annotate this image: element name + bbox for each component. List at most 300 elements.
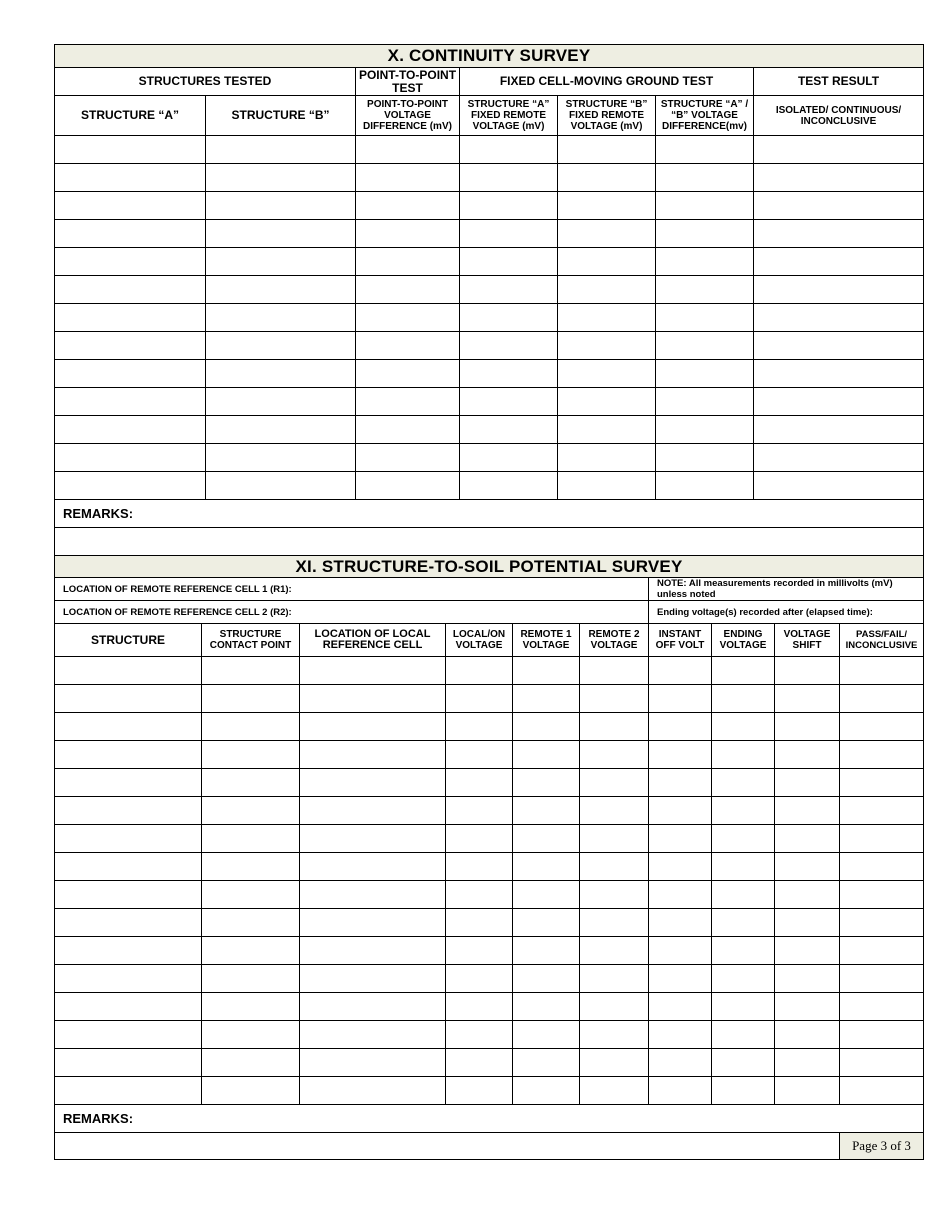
continuity-cell[interactable] xyxy=(460,248,558,276)
potential-cell[interactable] xyxy=(513,881,580,909)
continuity-cell[interactable] xyxy=(558,276,656,304)
potential-cell[interactable] xyxy=(712,937,775,965)
potential-cell[interactable] xyxy=(446,853,513,881)
potential-cell[interactable] xyxy=(649,881,712,909)
continuity-cell[interactable] xyxy=(356,220,460,248)
potential-cell[interactable] xyxy=(775,937,840,965)
potential-cell[interactable] xyxy=(55,853,202,881)
continuity-cell[interactable] xyxy=(656,164,754,192)
remote-ref-cell-1-label: LOCATION OF REMOTE REFERENCE CELL 1 (R1): xyxy=(55,578,649,601)
continuity-cell[interactable] xyxy=(754,444,924,472)
potential-cell[interactable] xyxy=(513,741,580,769)
potential-cell[interactable] xyxy=(712,1077,775,1105)
potential-cell[interactable] xyxy=(840,825,924,853)
ending-voltage-note: Ending voltage(s) recorded after (elapsed time): xyxy=(649,601,924,624)
potential-cell[interactable] xyxy=(580,881,649,909)
potential-cell[interactable] xyxy=(300,769,446,797)
continuity-row xyxy=(55,360,924,388)
potential-cell[interactable] xyxy=(300,741,446,769)
continuity-cell[interactable] xyxy=(656,220,754,248)
potential-cell[interactable] xyxy=(513,965,580,993)
column-header-contact-point: STRUCTURE CONTACT POINT xyxy=(202,624,300,657)
potential-cell[interactable] xyxy=(202,825,300,853)
continuity-cell[interactable] xyxy=(754,164,924,192)
potential-cell[interactable] xyxy=(55,685,202,713)
continuity-cell[interactable] xyxy=(55,220,206,248)
potential-cell[interactable] xyxy=(712,993,775,1021)
potential-row xyxy=(55,853,924,881)
potential-cell[interactable] xyxy=(580,937,649,965)
potential-cell[interactable] xyxy=(712,741,775,769)
continuity-cell[interactable] xyxy=(356,192,460,220)
potential-cell[interactable] xyxy=(580,657,649,685)
potential-cell[interactable] xyxy=(580,1049,649,1077)
potential-cell[interactable] xyxy=(300,1077,446,1105)
column-header-a-fixed-remote: STRUCTURE “A” FIXED REMOTE VOLTAGE (mV) xyxy=(460,96,558,136)
continuity-cell[interactable] xyxy=(460,276,558,304)
potential-cell[interactable] xyxy=(580,1077,649,1105)
potential-cell[interactable] xyxy=(712,769,775,797)
continuity-cell[interactable] xyxy=(356,360,460,388)
continuity-cell[interactable] xyxy=(656,192,754,220)
potential-cell[interactable] xyxy=(840,657,924,685)
potential-cell[interactable] xyxy=(513,1049,580,1077)
potential-cell[interactable] xyxy=(55,797,202,825)
potential-cell[interactable] xyxy=(300,825,446,853)
continuity-cell[interactable] xyxy=(206,332,356,360)
potential-cell[interactable] xyxy=(513,657,580,685)
potential-cell[interactable] xyxy=(202,685,300,713)
continuity-cell[interactable] xyxy=(656,276,754,304)
potential-cell[interactable] xyxy=(649,713,712,741)
potential-cell[interactable] xyxy=(202,1049,300,1077)
continuity-cell[interactable] xyxy=(656,136,754,164)
continuity-cell[interactable] xyxy=(656,304,754,332)
continuity-cell[interactable] xyxy=(55,164,206,192)
continuity-cell[interactable] xyxy=(356,304,460,332)
potential-cell[interactable] xyxy=(300,1021,446,1049)
continuity-row xyxy=(55,164,924,192)
potential-cell[interactable] xyxy=(649,685,712,713)
potential-cell[interactable] xyxy=(55,881,202,909)
continuity-data-rows xyxy=(55,136,924,500)
potential-cell[interactable] xyxy=(55,1049,202,1077)
potential-cell[interactable] xyxy=(202,853,300,881)
potential-cell[interactable] xyxy=(649,909,712,937)
continuity-cell[interactable] xyxy=(558,472,656,500)
potential-cell[interactable] xyxy=(202,769,300,797)
continuity-cell[interactable] xyxy=(754,388,924,416)
continuity-cell[interactable] xyxy=(558,332,656,360)
potential-cell[interactable] xyxy=(202,993,300,1021)
potential-cell[interactable] xyxy=(55,657,202,685)
potential-cell[interactable] xyxy=(580,993,649,1021)
potential-data-rows xyxy=(55,657,924,1105)
potential-cell[interactable] xyxy=(840,881,924,909)
continuity-cell[interactable] xyxy=(754,220,924,248)
continuity-cell[interactable] xyxy=(460,220,558,248)
potential-cell[interactable] xyxy=(712,909,775,937)
potential-cell[interactable] xyxy=(446,965,513,993)
potential-cell[interactable] xyxy=(55,825,202,853)
continuity-cell[interactable] xyxy=(356,388,460,416)
potential-row xyxy=(55,1077,924,1105)
potential-cell[interactable] xyxy=(649,993,712,1021)
potential-cell[interactable] xyxy=(446,909,513,937)
potential-row xyxy=(55,1021,924,1049)
structures-tested-header: STRUCTURES TESTED xyxy=(55,68,356,96)
potential-cell[interactable] xyxy=(712,825,775,853)
continuity-cell[interactable] xyxy=(754,276,924,304)
continuity-cell[interactable] xyxy=(55,332,206,360)
continuity-cell[interactable] xyxy=(356,472,460,500)
continuity-cell[interactable] xyxy=(55,304,206,332)
potential-cell[interactable] xyxy=(446,769,513,797)
continuity-cell[interactable] xyxy=(460,416,558,444)
continuity-cell[interactable] xyxy=(206,304,356,332)
potential-cell[interactable] xyxy=(446,741,513,769)
continuity-row xyxy=(55,416,924,444)
potential-cell[interactable] xyxy=(202,937,300,965)
potential-cell[interactable] xyxy=(649,657,712,685)
continuity-remarks-field[interactable] xyxy=(55,528,924,556)
continuity-cell[interactable] xyxy=(754,332,924,360)
potential-cell[interactable] xyxy=(649,1021,712,1049)
continuity-cell[interactable] xyxy=(460,360,558,388)
potential-row xyxy=(55,657,924,685)
continuity-cell[interactable] xyxy=(558,444,656,472)
potential-cell[interactable] xyxy=(55,713,202,741)
potential-cell[interactable] xyxy=(446,713,513,741)
potential-cell[interactable] xyxy=(649,769,712,797)
continuity-cell[interactable] xyxy=(754,416,924,444)
continuity-cell[interactable] xyxy=(356,248,460,276)
potential-cell[interactable] xyxy=(55,741,202,769)
continuity-cell[interactable] xyxy=(656,248,754,276)
potential-cell[interactable] xyxy=(202,1077,300,1105)
potential-cell[interactable] xyxy=(840,853,924,881)
potential-cell[interactable] xyxy=(580,685,649,713)
page-number: Page 3 of 3 xyxy=(840,1133,924,1160)
continuity-cell[interactable] xyxy=(558,136,656,164)
potential-cell[interactable] xyxy=(712,657,775,685)
potential-cell[interactable] xyxy=(775,713,840,741)
continuity-cell[interactable] xyxy=(55,136,206,164)
potential-cell[interactable] xyxy=(840,769,924,797)
potential-cell[interactable] xyxy=(55,1021,202,1049)
potential-cell[interactable] xyxy=(202,797,300,825)
potential-cell[interactable] xyxy=(840,965,924,993)
continuity-cell[interactable] xyxy=(55,360,206,388)
potential-row xyxy=(55,909,924,937)
potential-cell[interactable] xyxy=(840,1021,924,1049)
potential-cell[interactable] xyxy=(300,657,446,685)
continuity-cell[interactable] xyxy=(460,444,558,472)
potential-cell[interactable] xyxy=(712,797,775,825)
continuity-cell[interactable] xyxy=(206,136,356,164)
potential-cell[interactable] xyxy=(712,685,775,713)
continuity-cell[interactable] xyxy=(460,304,558,332)
continuity-cell[interactable] xyxy=(206,276,356,304)
potential-cell[interactable] xyxy=(55,1077,202,1105)
continuity-row xyxy=(55,276,924,304)
potential-cell[interactable] xyxy=(513,797,580,825)
continuity-row xyxy=(55,248,924,276)
potential-cell[interactable] xyxy=(580,965,649,993)
potential-cell[interactable] xyxy=(300,937,446,965)
continuity-cell[interactable] xyxy=(558,248,656,276)
continuity-cell[interactable] xyxy=(754,360,924,388)
potential-cell[interactable] xyxy=(649,741,712,769)
column-header-isolated-continuous: ISOLATED/ CONTINUOUS/ INCONCLUSIVE xyxy=(754,96,924,136)
potential-cell[interactable] xyxy=(712,965,775,993)
continuity-cell[interactable] xyxy=(356,276,460,304)
potential-cell[interactable] xyxy=(775,1021,840,1049)
potential-cell[interactable] xyxy=(649,1049,712,1077)
continuity-cell[interactable] xyxy=(656,416,754,444)
continuity-cell[interactable] xyxy=(558,192,656,220)
potential-row xyxy=(55,769,924,797)
continuity-cell[interactable] xyxy=(656,388,754,416)
continuity-cell[interactable] xyxy=(356,136,460,164)
column-header-remote-1-voltage: REMOTE 1 VOLTAGE xyxy=(513,624,580,657)
potential-row xyxy=(55,993,924,1021)
continuity-cell[interactable] xyxy=(558,220,656,248)
potential-survey-table xyxy=(54,555,924,1160)
potential-cell[interactable] xyxy=(513,825,580,853)
column-header-pass-fail: PASS/FAIL/ INCONCLUSIVE xyxy=(840,624,924,657)
continuity-cell[interactable] xyxy=(206,472,356,500)
potential-cell[interactable] xyxy=(300,853,446,881)
potential-cell[interactable] xyxy=(446,1049,513,1077)
potential-cell[interactable] xyxy=(513,713,580,741)
potential-cell[interactable] xyxy=(712,1049,775,1077)
potential-cell[interactable] xyxy=(55,993,202,1021)
column-header-instant-off-volt: INSTANT OFF VOLT xyxy=(649,624,712,657)
potential-cell[interactable] xyxy=(513,937,580,965)
potential-cell[interactable] xyxy=(300,713,446,741)
potential-cell[interactable] xyxy=(300,965,446,993)
potential-row xyxy=(55,881,924,909)
potential-cell[interactable] xyxy=(580,909,649,937)
potential-cell[interactable] xyxy=(775,769,840,797)
potential-cell[interactable] xyxy=(446,657,513,685)
continuity-cell[interactable] xyxy=(55,388,206,416)
potential-cell[interactable] xyxy=(840,797,924,825)
potential-cell[interactable] xyxy=(513,853,580,881)
potential-cell[interactable] xyxy=(775,741,840,769)
continuity-cell[interactable] xyxy=(656,444,754,472)
continuity-cell[interactable] xyxy=(356,444,460,472)
continuity-cell[interactable] xyxy=(55,444,206,472)
continuity-cell[interactable] xyxy=(206,360,356,388)
continuity-cell[interactable] xyxy=(460,136,558,164)
potential-cell[interactable] xyxy=(840,685,924,713)
potential-cell[interactable] xyxy=(446,685,513,713)
continuity-cell[interactable] xyxy=(558,388,656,416)
potential-cell[interactable] xyxy=(446,797,513,825)
continuity-section-title: X. CONTINUITY SURVEY xyxy=(55,45,924,68)
column-header-ab-voltage-diff: STRUCTURE “A” / “B” VOLTAGE DIFFERENCE(mv) xyxy=(656,96,754,136)
potential-cell[interactable] xyxy=(775,1077,840,1105)
potential-cell[interactable] xyxy=(55,937,202,965)
potential-cell[interactable] xyxy=(775,825,840,853)
continuity-cell[interactable] xyxy=(206,248,356,276)
potential-cell[interactable] xyxy=(580,1021,649,1049)
potential-row xyxy=(55,825,924,853)
potential-section-title: XI. STRUCTURE-TO-SOIL POTENTIAL SURVEY xyxy=(55,556,924,578)
potential-cell[interactable] xyxy=(840,1077,924,1105)
continuity-cell[interactable] xyxy=(206,164,356,192)
potential-cell[interactable] xyxy=(202,1021,300,1049)
column-header-structure-b: STRUCTURE “B” xyxy=(206,96,356,136)
potential-cell[interactable] xyxy=(840,741,924,769)
potential-cell[interactable] xyxy=(649,937,712,965)
continuity-cell[interactable] xyxy=(656,332,754,360)
continuity-cell[interactable] xyxy=(754,136,924,164)
continuity-cell[interactable] xyxy=(356,416,460,444)
continuity-cell[interactable] xyxy=(754,248,924,276)
continuity-cell[interactable] xyxy=(460,388,558,416)
potential-cell[interactable] xyxy=(202,657,300,685)
potential-cell[interactable] xyxy=(202,909,300,937)
continuity-cell[interactable] xyxy=(754,472,924,500)
potential-cell[interactable] xyxy=(649,797,712,825)
continuity-row xyxy=(55,192,924,220)
potential-cell[interactable] xyxy=(202,741,300,769)
continuity-cell[interactable] xyxy=(460,164,558,192)
potential-cell[interactable] xyxy=(649,1077,712,1105)
potential-cell[interactable] xyxy=(580,769,649,797)
potential-cell[interactable] xyxy=(840,713,924,741)
continuity-cell[interactable] xyxy=(558,164,656,192)
potential-cell[interactable] xyxy=(840,1049,924,1077)
potential-cell[interactable] xyxy=(300,685,446,713)
potential-cell[interactable] xyxy=(649,853,712,881)
continuity-cell[interactable] xyxy=(206,192,356,220)
potential-cell[interactable] xyxy=(649,965,712,993)
continuity-cell[interactable] xyxy=(55,192,206,220)
continuity-cell[interactable] xyxy=(55,248,206,276)
potential-row xyxy=(55,1049,924,1077)
millivolts-note: NOTE: All measurements recorded in millivolts (mV) unless noted xyxy=(649,578,924,601)
potential-cell[interactable] xyxy=(775,993,840,1021)
continuity-cell[interactable] xyxy=(558,304,656,332)
potential-cell[interactable] xyxy=(580,713,649,741)
potential-cell[interactable] xyxy=(840,937,924,965)
potential-cell[interactable] xyxy=(649,825,712,853)
continuity-cell[interactable] xyxy=(754,304,924,332)
potential-cell[interactable] xyxy=(712,881,775,909)
potential-cell[interactable] xyxy=(300,1049,446,1077)
fixed-cell-moving-ground-header: FIXED CELL-MOVING GROUND TEST xyxy=(460,68,754,96)
point-to-point-test-header: POINT-TO-POINT TEST xyxy=(356,68,460,96)
potential-cell[interactable] xyxy=(840,909,924,937)
potential-cell[interactable] xyxy=(513,993,580,1021)
continuity-cell[interactable] xyxy=(656,360,754,388)
continuity-cell[interactable] xyxy=(460,332,558,360)
potential-cell[interactable] xyxy=(446,937,513,965)
continuity-cell[interactable] xyxy=(206,388,356,416)
potential-row xyxy=(55,937,924,965)
potential-cell[interactable] xyxy=(775,881,840,909)
potential-remarks-label: REMARKS: xyxy=(55,1105,924,1133)
continuity-row xyxy=(55,136,924,164)
potential-remarks-field[interactable] xyxy=(55,1133,840,1160)
potential-cell[interactable] xyxy=(446,1021,513,1049)
potential-cell[interactable] xyxy=(775,685,840,713)
potential-cell[interactable] xyxy=(580,825,649,853)
potential-cell[interactable] xyxy=(513,769,580,797)
continuity-cell[interactable] xyxy=(558,360,656,388)
column-header-voltage-shift: VOLTAGE SHIFT xyxy=(775,624,840,657)
potential-cell[interactable] xyxy=(55,909,202,937)
potential-cell[interactable] xyxy=(446,993,513,1021)
continuity-cell[interactable] xyxy=(356,332,460,360)
continuity-row xyxy=(55,332,924,360)
continuity-cell[interactable] xyxy=(558,416,656,444)
potential-cell[interactable] xyxy=(775,1049,840,1077)
potential-cell[interactable] xyxy=(446,1077,513,1105)
potential-cell[interactable] xyxy=(775,909,840,937)
potential-cell[interactable] xyxy=(513,1077,580,1105)
continuity-row xyxy=(55,304,924,332)
potential-cell[interactable] xyxy=(300,993,446,1021)
potential-cell[interactable] xyxy=(712,1021,775,1049)
continuity-cell[interactable] xyxy=(656,472,754,500)
potential-row xyxy=(55,713,924,741)
continuity-cell[interactable] xyxy=(754,192,924,220)
potential-cell[interactable] xyxy=(300,909,446,937)
continuity-cell[interactable] xyxy=(55,472,206,500)
potential-cell[interactable] xyxy=(202,881,300,909)
potential-cell[interactable] xyxy=(840,993,924,1021)
potential-cell[interactable] xyxy=(775,797,840,825)
continuity-cell[interactable] xyxy=(460,192,558,220)
potential-cell[interactable] xyxy=(580,797,649,825)
potential-cell[interactable] xyxy=(202,965,300,993)
potential-cell[interactable] xyxy=(775,853,840,881)
potential-cell[interactable] xyxy=(775,965,840,993)
potential-cell[interactable] xyxy=(580,741,649,769)
potential-cell[interactable] xyxy=(55,965,202,993)
continuity-survey-table xyxy=(54,44,924,556)
potential-cell[interactable] xyxy=(580,853,649,881)
potential-cell[interactable] xyxy=(55,769,202,797)
continuity-row xyxy=(55,444,924,472)
continuity-cell[interactable] xyxy=(460,472,558,500)
potential-cell[interactable] xyxy=(446,881,513,909)
potential-cell[interactable] xyxy=(775,657,840,685)
potential-cell[interactable] xyxy=(513,685,580,713)
potential-cell[interactable] xyxy=(513,1021,580,1049)
column-header-local-ref-cell: LOCATION OF LOCAL REFERENCE CELL xyxy=(300,624,446,657)
potential-row xyxy=(55,741,924,769)
potential-cell[interactable] xyxy=(513,909,580,937)
potential-cell[interactable] xyxy=(446,825,513,853)
continuity-cell[interactable] xyxy=(206,220,356,248)
continuity-cell[interactable] xyxy=(206,416,356,444)
continuity-cell[interactable] xyxy=(55,276,206,304)
continuity-cell[interactable] xyxy=(55,416,206,444)
potential-cell[interactable] xyxy=(300,881,446,909)
continuity-cell[interactable] xyxy=(356,164,460,192)
continuity-cell[interactable] xyxy=(206,444,356,472)
potential-cell[interactable] xyxy=(300,797,446,825)
potential-cell[interactable] xyxy=(712,713,775,741)
potential-cell[interactable] xyxy=(202,713,300,741)
potential-cell[interactable] xyxy=(712,853,775,881)
